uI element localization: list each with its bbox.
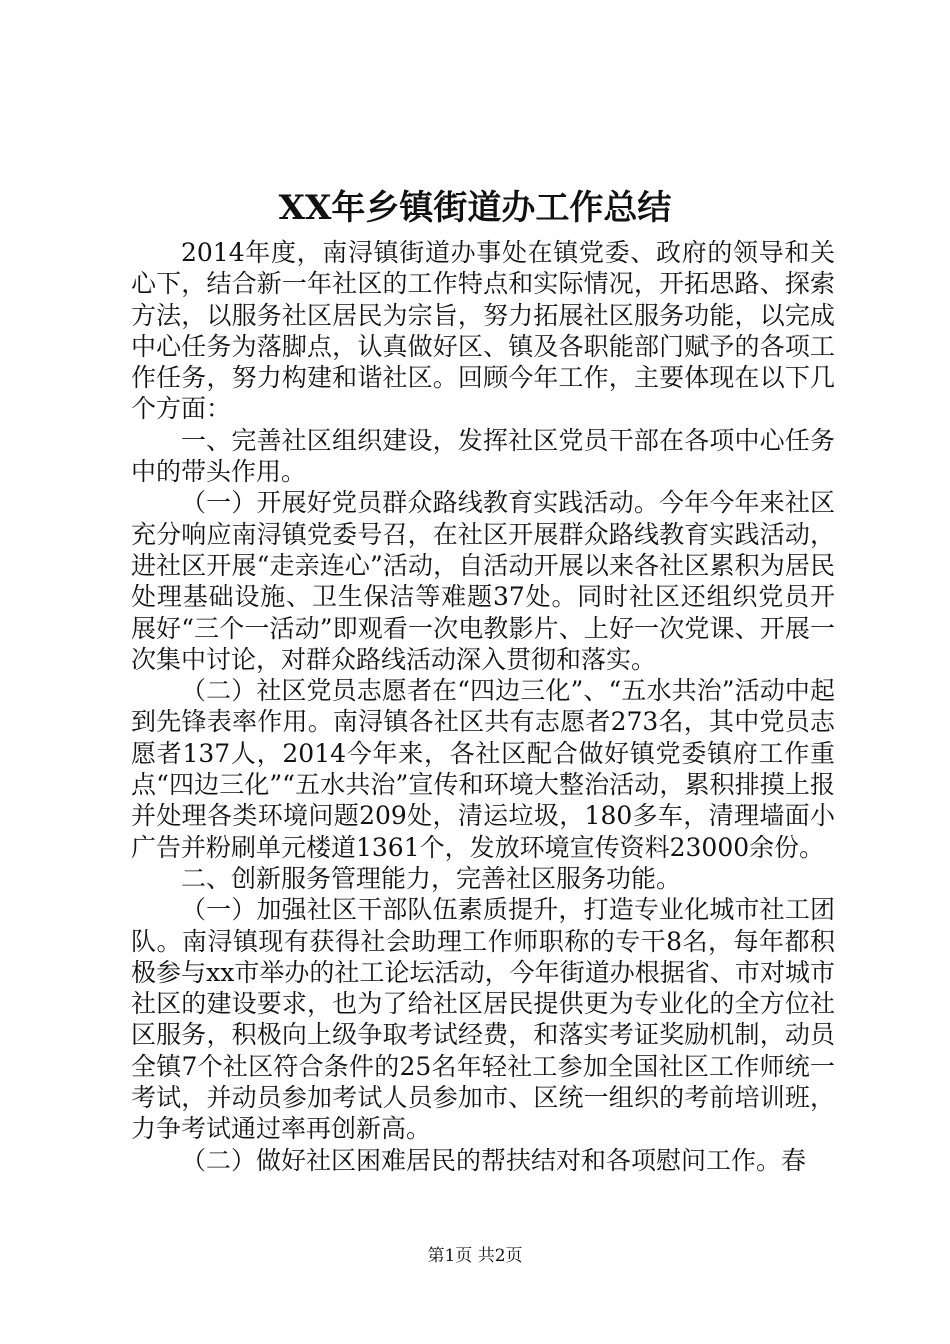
document-body (131, 237, 835, 1176)
paragraph-2-1: （一）加强社区干部队伍素质提升，打造专业化城市社工团队。南浔镇现有获得社会助理工作师职称的专干8名，每年都积极参与xx市举办的社工论坛活动，今年街道办根据省、市对城市社区的建设要求，也为了给社区居民提供更为专业化的全方位社区服务，积极向上级争取考试经费，和落实考证奖励机制，动员全镇7个社区符合条件的25名年轻社工参加全国社区工作师统一考试，并动员参加考试人员参加市、区统一组织的考前培训班，力争考试通过率再创新高。 (131, 895, 835, 1144)
paragraph-2-2: （二）做好社区困难居民的帮扶结对和各项慰问工作。春 (181, 1145, 807, 1175)
section-heading-2: 二、创新服务管理能力，完善社区服务功能。 (181, 863, 682, 893)
section-heading-1: 一、完善社区组织建设，发挥社区党员干部在各项中心任务中的带头作用。 (131, 425, 835, 487)
paragraph-intro: 2014年度，南浔镇街道办事处在镇党委、政府的领导和关心下，结合新一年社区的工作特点和实际情况，开拓思路、探索方法，以服务社区居民为宗旨，努力拓展社区服务功能，以完成中心任务为落脚点，认真做好区、镇及各职能部门赋予的各项工作任务，努力构建和谐社区。回顾今年工作，主要体现在以下几个方面： (131, 238, 835, 424)
paragraph-1-2: （二）社区党员志愿者在“四边三化”、“五水共治”活动中起到先锋表率作用。南浔镇各社区共有志愿者273名，其中党员志愿者137人，2014今年来，各社区配合做好镇党委镇府工作重点“四边三化”“五水共治”宣传和环境大整治活动，累积排摸上报并处理各类环境问题209处，清运垃圾，180多车，清理墙面小广告并粉刷单元楼道1361个，发放环境宣传资料23000余份。 (131, 676, 835, 862)
paragraph-1-1: （一）开展好党员群众路线教育实践活动。今年今年来社区充分响应南浔镇党委号召，在社区开展群众路线教育实践活动，进社区开展“走亲连心”活动，自活动开展以来各社区累积为居民处理基础设施、卫生保洁等难题37处。同时社区还组织党员开展好“三个一活动”即观看一次电教影片、上好一次党课、开展一次集中讨论，对群众路线活动深入贯彻和落实。 (131, 488, 835, 674)
document-title: XX年乡镇街道办工作总结 (278, 188, 672, 228)
page-number-footer: 第1页 共2页 (427, 1246, 523, 1266)
